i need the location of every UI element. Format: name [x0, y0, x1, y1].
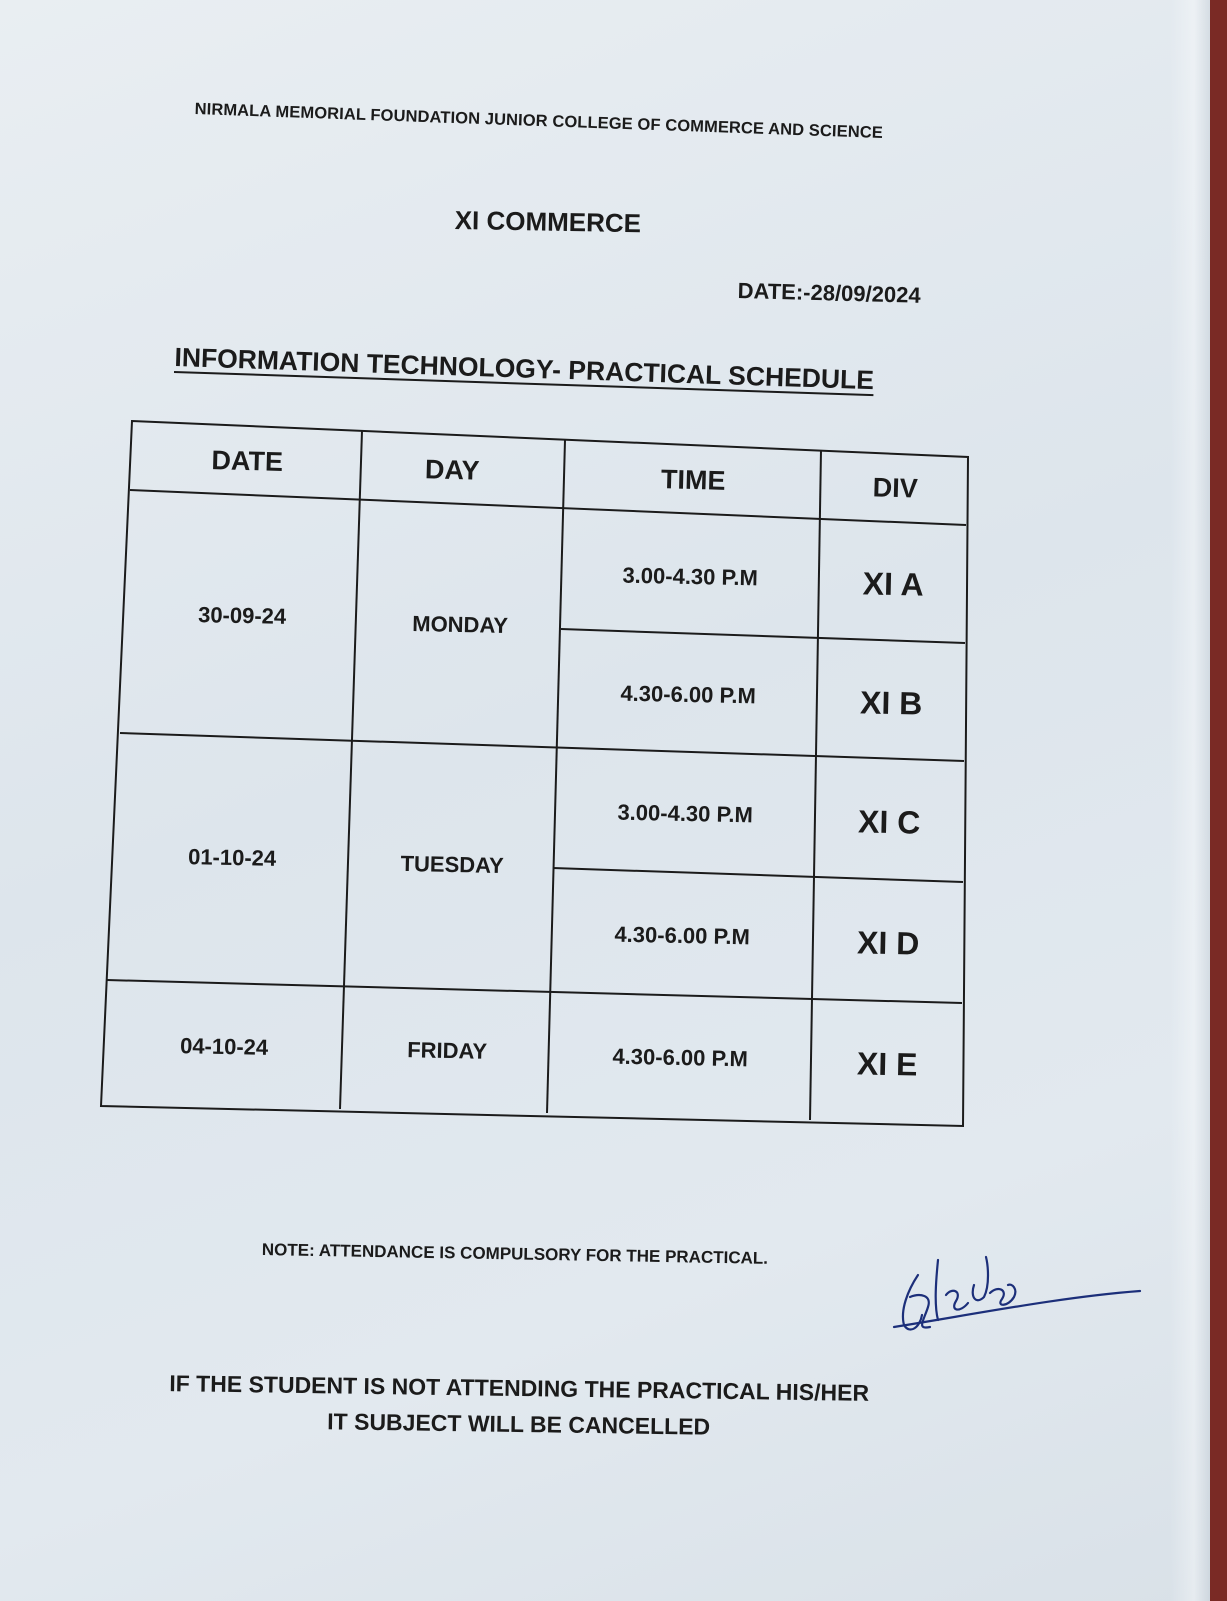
attendance-note: NOTE: ATTENDANCE IS COMPULSORY FOR THE PRACTICAL.: [261, 1240, 769, 1268]
table-outer-border: [101, 421, 968, 1126]
signature-image: [890, 1235, 1160, 1345]
class-title: XI COMMERCE: [454, 205, 642, 239]
col-line-2: [547, 440, 565, 1113]
group-day-3: FRIDAY: [406, 1037, 488, 1064]
group-date-2: 01-10-24: [187, 844, 277, 871]
warning-text: [161, 1365, 877, 1447]
group-day-1: MONDAY: [412, 611, 509, 639]
subrow-line-1: [561, 629, 965, 643]
slot-time-5: 4.30-6.00 P.M: [612, 1043, 749, 1072]
slot-time-4: 4.30-6.00 P.M: [614, 921, 751, 950]
group-date-3: 04-10-24: [179, 1033, 269, 1060]
schedule-heading: INFORMATION TECHNOLOGY- PRACTICAL SCHEDULE: [174, 342, 875, 396]
header-day: DAY: [424, 454, 480, 486]
slot-div-2: XI B: [859, 684, 923, 722]
header-date: DATE: [211, 445, 284, 477]
group-date-1: 30-09-24: [197, 602, 287, 629]
slot-div-5: XI E: [856, 1045, 918, 1083]
header-div: DIV: [872, 472, 919, 504]
slot-time-2: 4.30-6.00 P.M: [620, 680, 757, 709]
subrow-line-2: [553, 868, 963, 882]
warning-line-1: IF THE STUDENT IS NOT ATTENDING THE PRACTICAL HIS/HER: [169, 1370, 870, 1406]
group-day-2: TUESDAY: [400, 850, 504, 879]
slot-div-1: XI A: [862, 565, 925, 603]
college-name: NIRMALA MEMORIAL FOUNDATION JUNIOR COLLEGE OF COMMERCE AND SCIENCE: [194, 100, 884, 143]
col-line-1: [340, 431, 362, 1109]
slot-time-3: 3.00-4.30 P.M: [617, 799, 754, 828]
slot-div-4: XI D: [856, 924, 920, 962]
notice-date: DATE:-28/09/2024: [737, 278, 921, 308]
slot-div-3: XI C: [857, 803, 921, 841]
col-line-3: [810, 450, 821, 1120]
slot-time-1: 3.00-4.30 P.M: [622, 562, 759, 591]
warning-line-2: IT SUBJECT WILL BE CANCELLED: [327, 1408, 711, 1440]
header-time: TIME: [660, 464, 726, 496]
group-line-1: [120, 733, 964, 761]
group-line-2: [107, 980, 962, 1003]
header-row-line: [130, 490, 966, 525]
